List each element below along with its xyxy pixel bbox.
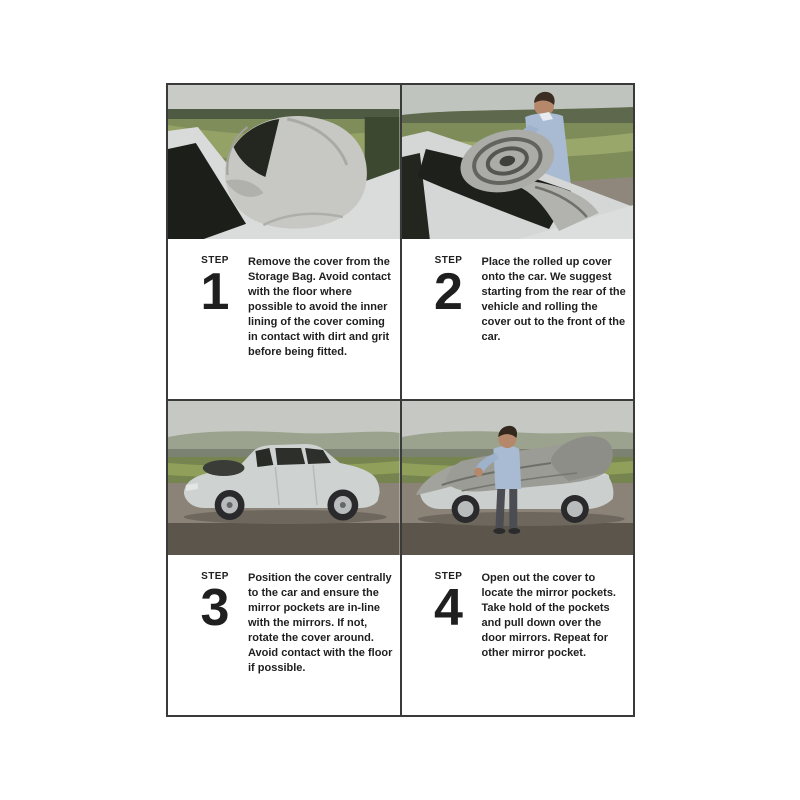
step1-photo bbox=[168, 85, 400, 239]
step2-photo bbox=[402, 85, 634, 239]
step2-number: 2 bbox=[434, 263, 463, 321]
step1-badge bbox=[192, 255, 238, 321]
step-panel-1 bbox=[167, 84, 401, 400]
step3-photo bbox=[168, 401, 400, 555]
step1-caption bbox=[168, 239, 400, 360]
instruction-sheet bbox=[166, 83, 635, 717]
step4-photo bbox=[402, 401, 634, 555]
step2-caption bbox=[402, 239, 634, 345]
step2-label: STEP bbox=[434, 255, 463, 266]
placing-rolled-cover-illustration bbox=[402, 85, 634, 239]
step2-text: Place the rolled up cover onto the car. We suggest starting from the rear of the vehicle and rolling the cover out to the front of the car. bbox=[481, 256, 626, 343]
storage-bag-on-car-illustration bbox=[168, 85, 400, 239]
step2-badge bbox=[426, 255, 472, 321]
step3-caption bbox=[168, 555, 400, 676]
step3-label: STEP bbox=[201, 571, 229, 582]
step4-caption bbox=[402, 555, 634, 661]
step1-number: 1 bbox=[200, 263, 230, 321]
step1-text: Remove the cover from the Storage Bag. Avoid contact with the floor where possible to avoid the inner lining of the cover coming in contact with dirt and grit before being fitted. bbox=[248, 256, 391, 358]
step4-number: 4 bbox=[434, 579, 463, 637]
unrolling-cover-over-car-illustration bbox=[402, 401, 634, 555]
car-side-view-illustration bbox=[168, 401, 400, 555]
step4-text: Open out the cover to locate the mirror pockets. Take hold of the pockets and pull down over the door mirrors. Repeat for other mirror pocket. bbox=[481, 572, 616, 659]
step-panel-4 bbox=[401, 400, 635, 716]
step-panel-3 bbox=[167, 400, 401, 716]
steps-grid bbox=[166, 83, 635, 717]
step3-number: 3 bbox=[200, 579, 230, 637]
step3-badge bbox=[192, 571, 238, 637]
step3-text: Position the cover centrally to the car and ensure the mirror pockets are in-line with the mirrors. If not, rotate the cover around. Avoid contact with the floor if possible. bbox=[248, 572, 393, 674]
step4-label: STEP bbox=[434, 571, 463, 582]
step4-badge bbox=[426, 571, 472, 637]
step1-label: STEP bbox=[201, 255, 229, 266]
step-panel-2 bbox=[401, 84, 635, 400]
